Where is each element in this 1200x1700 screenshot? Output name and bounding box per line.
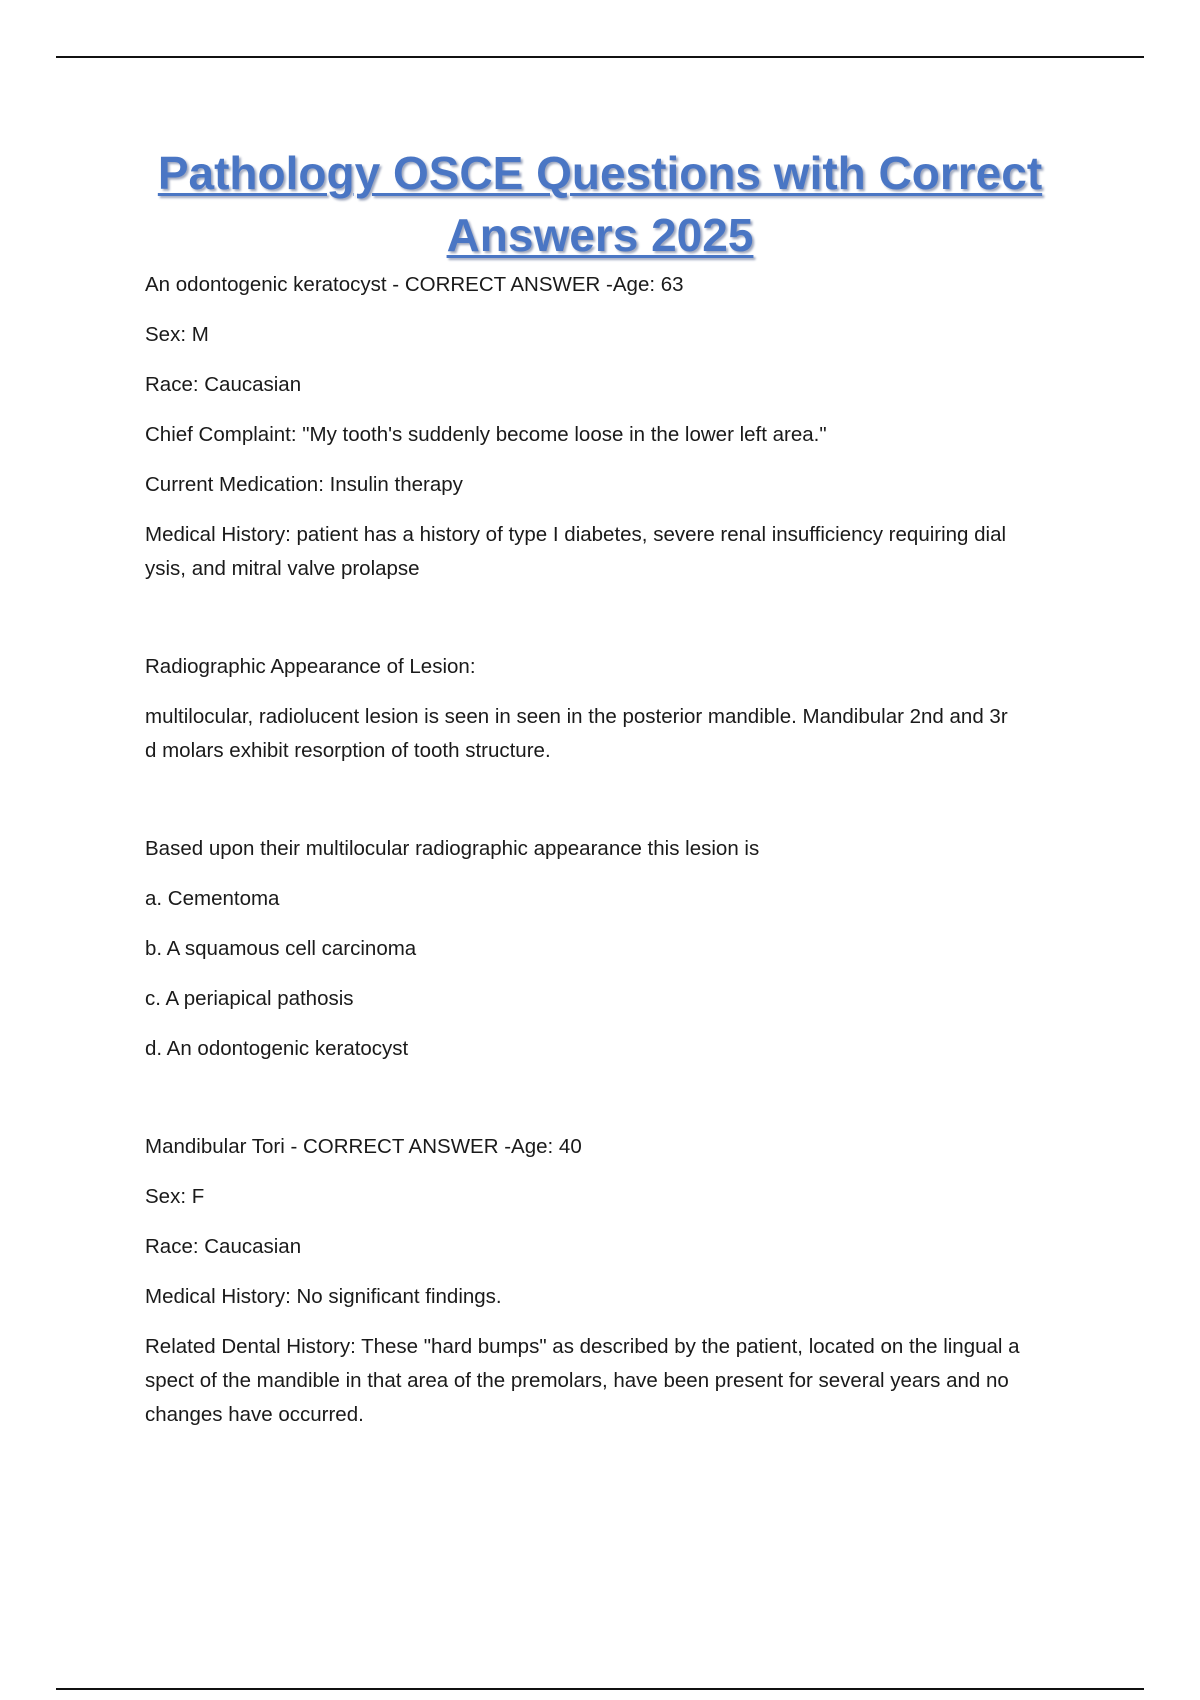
document-body <box>145 268 1095 1432</box>
bottom-rule <box>56 1688 1144 1690</box>
answer-option-d: d. An odontogenic keratocyst <box>145 1037 409 1060</box>
chief-complaint-line: Chief Complaint: "My tooth's suddenly become loose in the lower left area." <box>145 423 827 446</box>
medical-history-line: Medical History: patient has a history of type I diabetes, severe renal insufficiency requiring dial <box>145 523 1007 546</box>
dental-history-line: changes have occurred. <box>145 1403 364 1426</box>
question-header: Mandibular Tori - CORRECT ANSWER -Age: 40 <box>145 1135 582 1158</box>
race-line: Race: Caucasian <box>145 1235 302 1258</box>
medical-history-line: ysis, and mitral valve prolapse <box>145 557 420 580</box>
question-block-2 <box>145 1130 1095 1432</box>
radiographic-description: d molars exhibit resorption of tooth structure. <box>145 739 551 762</box>
answer-option-b: b. A squamous cell carcinoma <box>145 937 417 960</box>
dental-history-line: spect of the mandible in that area of the premolars, have been present for several years and no <box>145 1369 1009 1392</box>
question-block-1 <box>145 268 1095 1066</box>
page-title: Pathology OSCE Questions with Correct Answers 2025 <box>157 147 1043 261</box>
answer-option-c: c. A periapical pathosis <box>145 987 354 1010</box>
medical-history-line: Medical History: No significant findings. <box>145 1285 502 1308</box>
sex-line: Sex: F <box>145 1185 205 1208</box>
race-line: Race: Caucasian <box>145 373 302 396</box>
dental-history-line: Related Dental History: These "hard bumps" as described by the patient, located on the lingual a <box>145 1335 1020 1358</box>
question-header: An odontogenic keratocyst - CORRECT ANSWER -Age: 63 <box>145 273 684 296</box>
sex-line: Sex: M <box>145 323 209 346</box>
radiographic-description: multilocular, radiolucent lesion is seen in seen in the posterior mandible. Mandibular 2nd and 3r <box>145 705 1008 728</box>
current-medication-line: Current Medication: Insulin therapy <box>145 473 463 496</box>
question-prompt: Based upon their multilocular radiographic appearance this lesion is <box>145 837 760 860</box>
radiographic-heading: Radiographic Appearance of Lesion: <box>145 655 476 678</box>
answer-option-a: a. Cementoma <box>145 887 280 910</box>
top-rule <box>56 56 1144 58</box>
